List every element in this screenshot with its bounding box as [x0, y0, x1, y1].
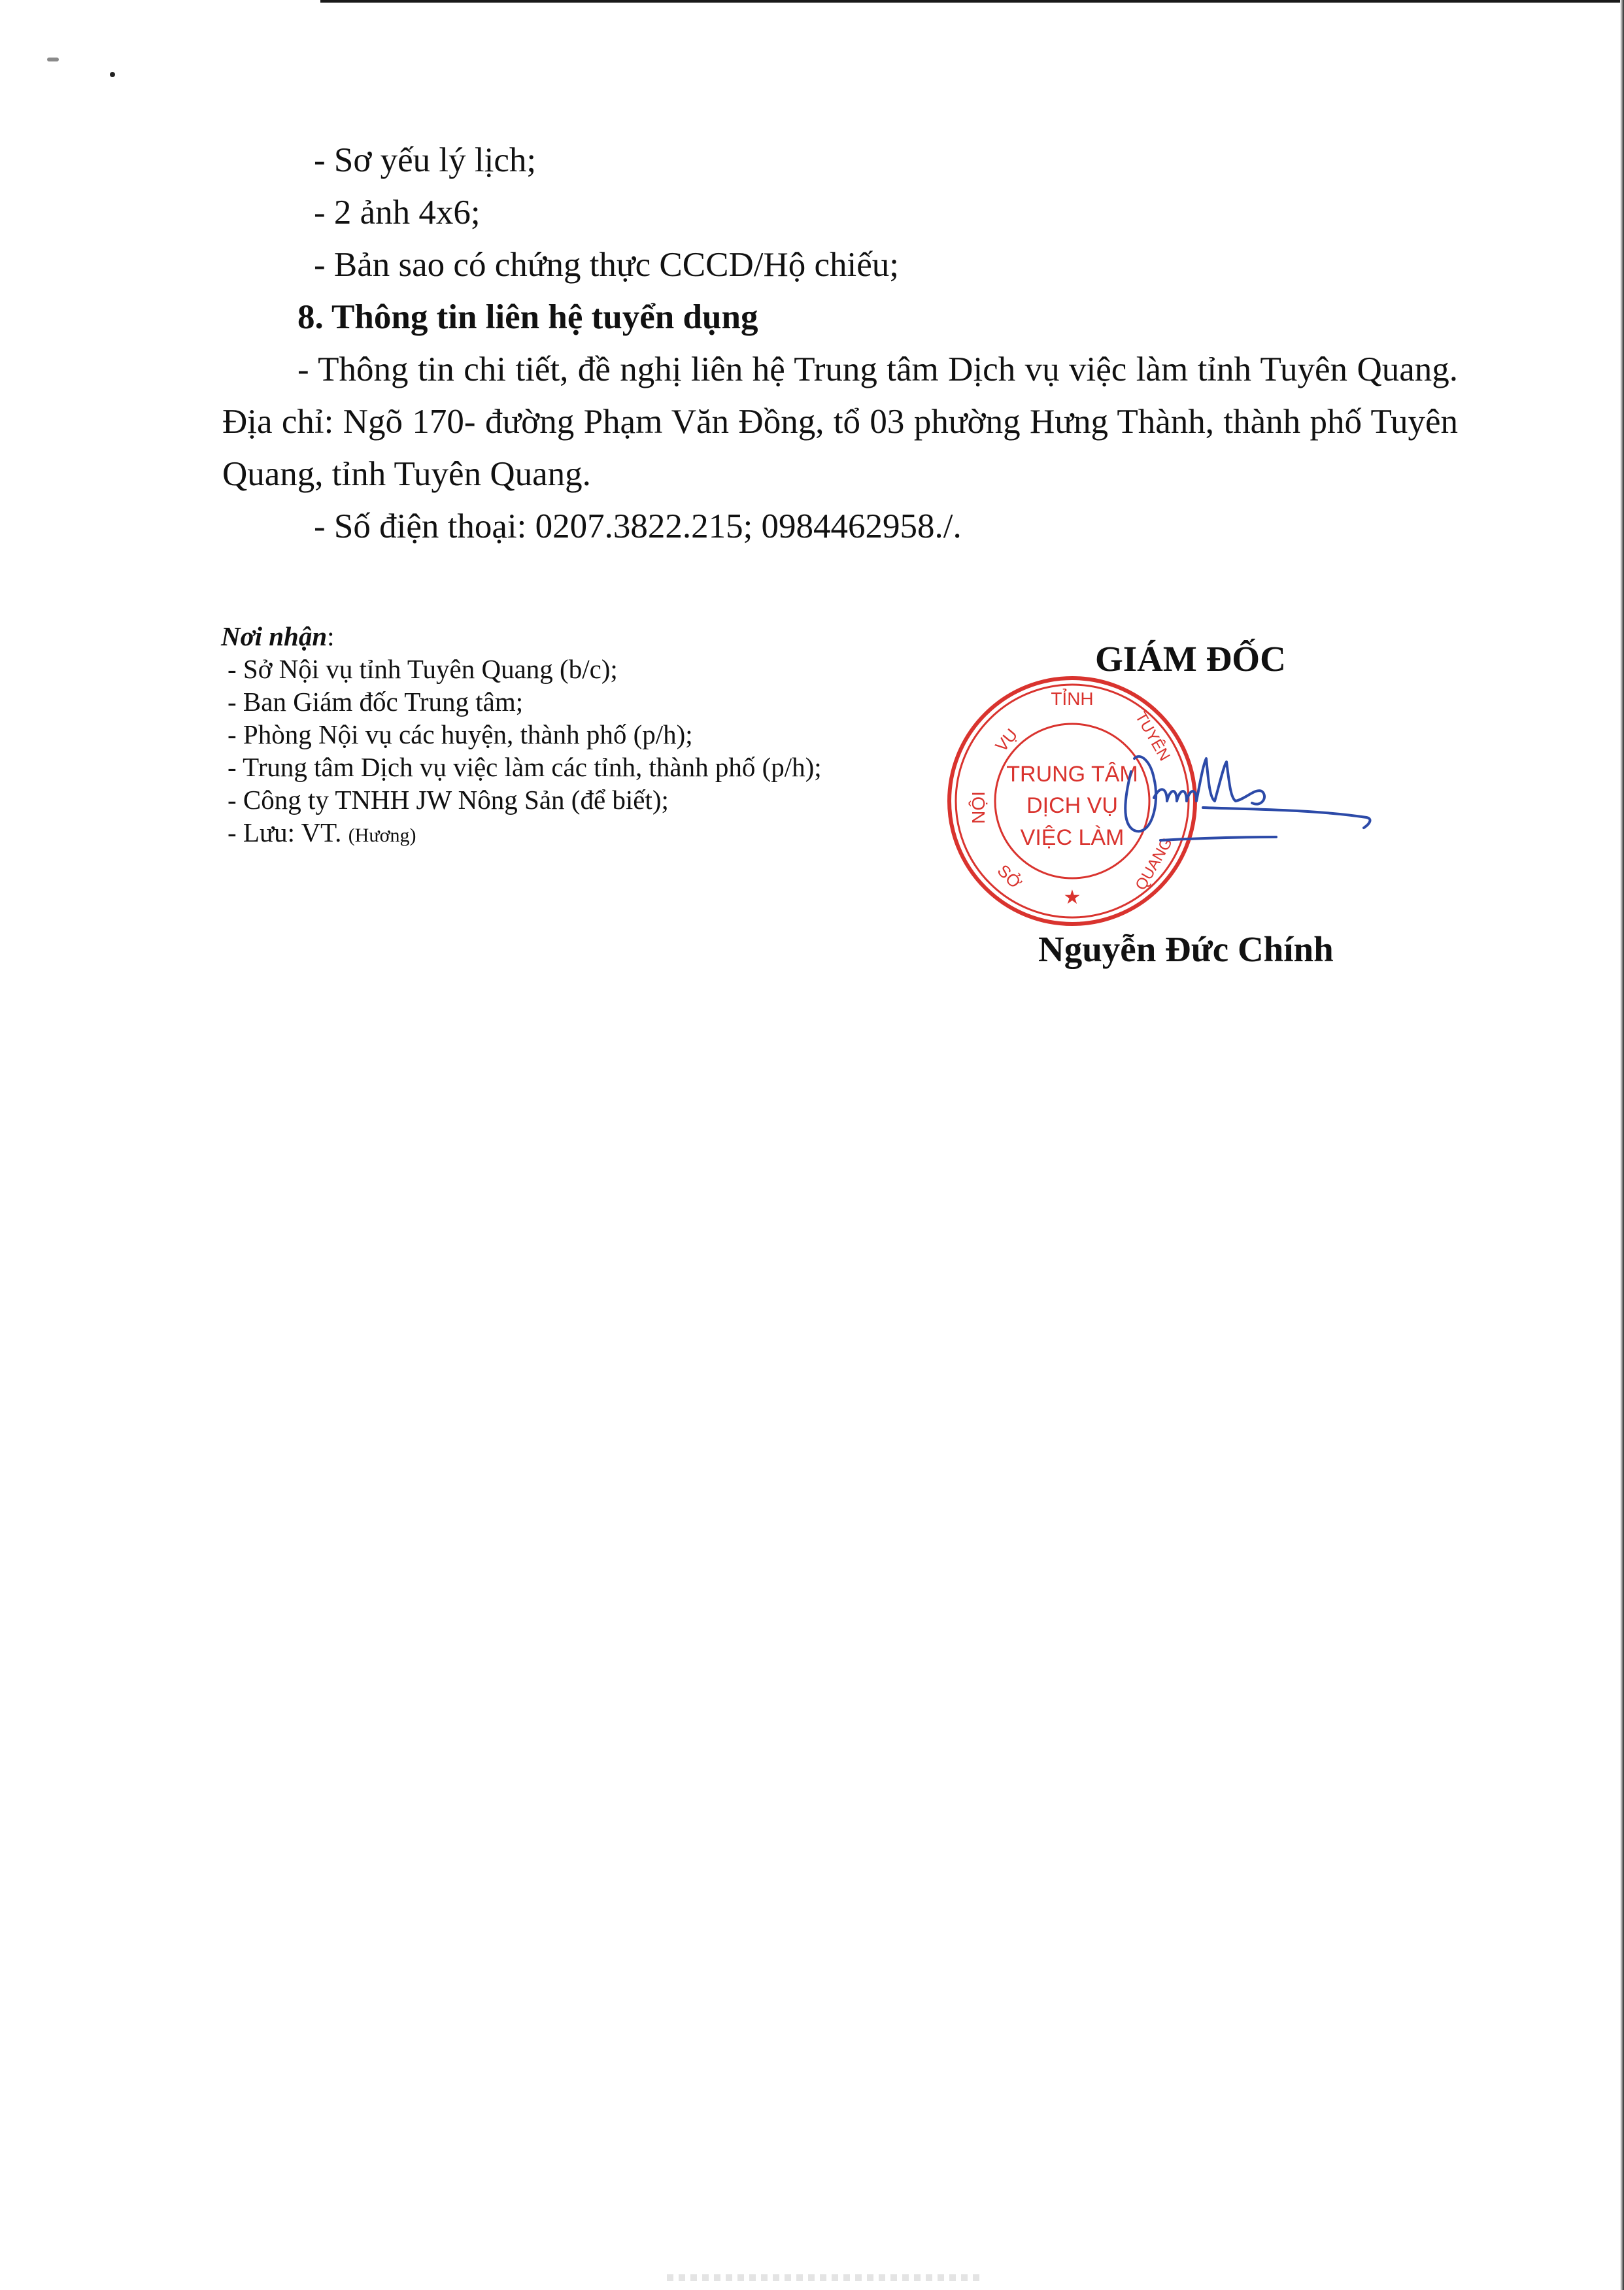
recipients-title — [221, 620, 940, 653]
recipient-item: - Trung tâm Dịch vụ việc làm các tỉnh, thành phố (p/h); — [228, 752, 822, 782]
seal-ring-left: NỘI — [968, 791, 989, 824]
seal-star: ★ — [1063, 887, 1081, 908]
recipient-item: - Sở Nội vụ tỉnh Tuyên Quang (b/c); — [228, 654, 618, 684]
section-8-heading: 8. Thông tin liên hệ tuyển dụng — [297, 298, 758, 336]
seal-ring-bottom-right: QUANG — [1132, 834, 1176, 894]
recipients-title-colon: : — [327, 621, 335, 651]
recipients-block — [221, 620, 940, 852]
seal-center-line-3: VIỆC LÀM — [1020, 825, 1125, 850]
seal-ring-bottom-left: SỞ — [993, 861, 1026, 893]
item-id-copy: - Bản sao có chứng thực CCCD/Hộ chiếu; — [314, 246, 899, 284]
recipient-item: - Phòng Nội vụ các huyện, thành phố (p/h); — [228, 719, 693, 749]
signature-stroke — [1125, 757, 1156, 831]
signature-stroke — [1154, 759, 1264, 804]
seal-ring-right: TUYÊN — [1131, 709, 1174, 764]
scan-right-edge — [1620, 0, 1624, 2290]
contact-paragraph: - Thông tin chi tiết, đề nghị liên hệ Trung tâm Dịch vụ việc làm tỉnh Tuyên Quang. Địa chỉ: Ngõ 170- đường Phạm Văn Đồng, tổ 03 phường Hưng Thành, thành phố Tuyên Quang, tỉnh Tuyên Quang. — [222, 350, 1458, 493]
recipient-archive — [221, 816, 940, 852]
handwritten-signature — [1105, 726, 1379, 863]
recipient-item: - Công ty TNHH JW Nông Sản (để biết); — [228, 785, 669, 815]
scan-footer-smudge — [667, 2274, 981, 2281]
recipient-item: - Ban Giám đốc Trung tâm; — [228, 687, 524, 717]
recipients-title-label: Nơi nhận — [221, 621, 328, 651]
item-cv: - Sơ yếu lý lịch; — [314, 141, 537, 179]
phone-line: - Số điện thoại: 0207.3822.215; 0984462958./. — [314, 507, 962, 545]
signer-title: GIÁM ĐỐC — [1095, 639, 1286, 679]
signature-stroke — [1160, 837, 1276, 840]
scan-speck — [47, 58, 59, 61]
signature-stroke — [1203, 808, 1370, 828]
archive-note: (Hương) — [348, 825, 416, 846]
seal-center-line-1: TRUNG TÂM — [1006, 762, 1138, 787]
seal-center-line-2: DỊCH VỤ — [1026, 793, 1118, 818]
seal-ring-small-left: VỤ — [991, 725, 1022, 756]
item-photos: - 2 ảnh 4x6; — [314, 194, 481, 231]
document-body — [222, 134, 1458, 553]
scan-speck — [110, 72, 115, 77]
signer-name: Nguyễn Đức Chính — [1038, 929, 1334, 969]
seal-ring-top: TỈNH — [1051, 689, 1094, 709]
scan-top-border — [320, 0, 1624, 3]
archive-label: - Lưu: VT. — [228, 817, 342, 847]
